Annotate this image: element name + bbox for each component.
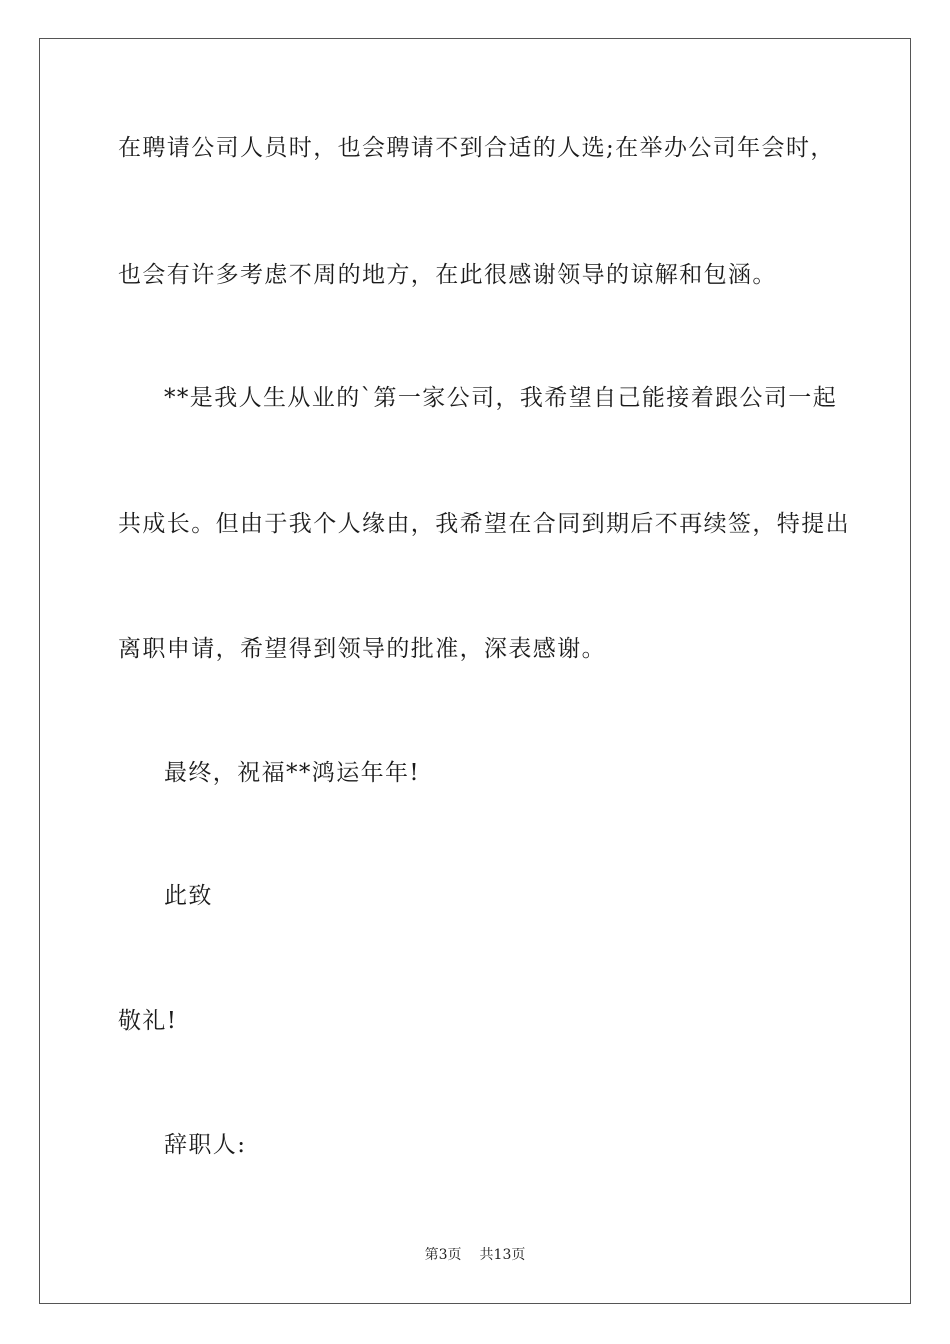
body-line-1: 在聘请公司人员时，也会聘请不到合适的人选;在举办公司年会时，: [118, 135, 835, 161]
body-line-4: 共成长。但由于我个人缘由，我希望在合同到期后不再续签，特提出: [118, 511, 850, 537]
body-line-3: **是我人生从业的`第一家公司，我希望自己能接着跟公司一起: [164, 385, 838, 411]
salutation-jingli: 敬礼!: [118, 1008, 178, 1034]
salutation-cizhi: 此致: [164, 883, 213, 909]
page-number: 第3页: [424, 1247, 462, 1263]
page-frame: [39, 38, 911, 1304]
page-footer: [0, 1245, 950, 1265]
closing-wish: 最终，祝福**鸿运年年!: [164, 760, 421, 786]
page-total: 共13页: [479, 1247, 526, 1263]
body-line-5: 离职申请，希望得到领导的批准，深表感谢。: [118, 636, 606, 662]
body-line-2: 也会有许多考虑不周的地方，在此很感谢领导的谅解和包涵。: [118, 262, 777, 288]
signature-label: 辞职人:: [164, 1132, 247, 1158]
